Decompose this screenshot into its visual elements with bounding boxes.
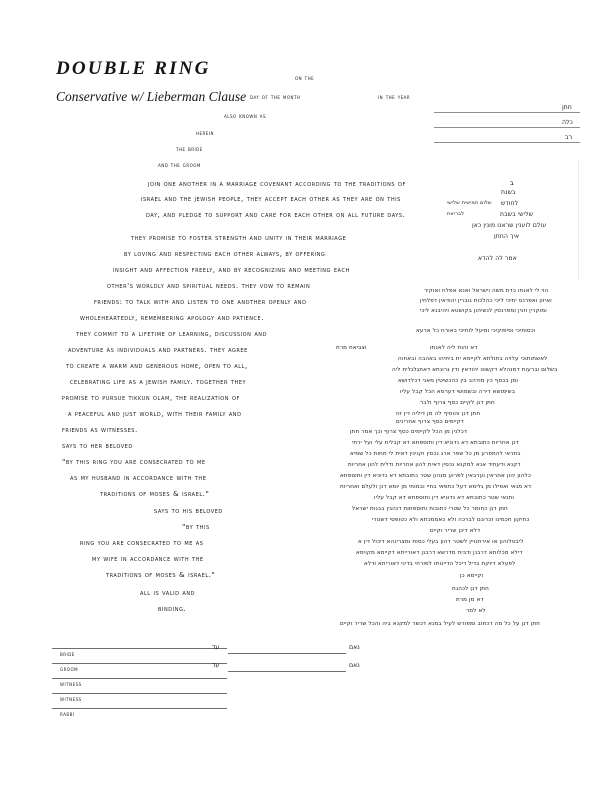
closing-line: binding.: [158, 604, 187, 613]
hebrew-line: דא והות ליה לאנתו: [430, 345, 478, 351]
signature-block: [52, 648, 227, 723]
hebrew-line: ואיזון ואפרנס יתיכי ליכי כהלכות גוברין יהודאין דפלחין: [420, 298, 552, 304]
body-line: friends: to talk with and listen to one another openly and: [94, 297, 307, 306]
signature-row-bride[interactable]: [52, 648, 227, 663]
hebrew-witness-row-2[interactable]: [212, 662, 472, 676]
page-title: DOUBLE RING: [56, 58, 211, 79]
body-line: they commit to a lifetime of learning, discussion and: [76, 329, 267, 338]
hebrew-line: דילא מכלותא דרבנן ודבית מדרשא דרבנן דאורייתא דקיימא מקוימא: [356, 550, 523, 556]
body-line: they promise to foster strength and unity in their marriage: [131, 233, 347, 242]
body-line: to create a warm and generous home, open to all,: [66, 361, 248, 370]
body-line: israel and the jewish people, they accept each other as they are on this: [141, 194, 401, 203]
hebrew-line: לבריאת: [447, 211, 465, 217]
signature-label-witness-1: witness: [60, 680, 82, 688]
signature-rule[interactable]: [52, 648, 227, 649]
body-line: a peaceful and just world, with their family and: [68, 409, 242, 418]
signature-row-rabbi[interactable]: [52, 708, 227, 723]
hebrew-line: בשלום וברעות דמנהלא דקשוט יהודאין ודין גרונתא דאתגלגלית ליה: [392, 367, 558, 373]
hebrew-line: וקיימא כן: [460, 573, 484, 579]
hebrew-line: כתיקון חכמינו זכרונם לברכה ולא כאסמכתא ולא כטופסי דשטרי: [372, 517, 530, 523]
body-line: promise to pursue tikkun olam, the realization of: [62, 393, 240, 402]
signature-rule[interactable]: [52, 708, 227, 709]
hebrew-line: לחודש: [501, 200, 519, 207]
body-line: friends as witnesses.: [62, 425, 138, 434]
fillin-line-groom[interactable]: [434, 112, 580, 113]
signature-row-witness-2[interactable]: [52, 693, 227, 708]
vow-line: as my husband in accordance with the: [70, 473, 207, 482]
signature-label-groom: groom: [60, 665, 79, 673]
body-line: by loving and respecting each other always, by offering: [124, 249, 326, 258]
hebrew-line: איך החתן: [494, 233, 520, 240]
vow-line: says to her beloved: [62, 441, 133, 450]
hebrew-line: וכסותיכי וסיפוקיכי ומיעל לותיכי כאורח כל ארעא: [416, 328, 536, 334]
fillin-label-rabbi: רב: [565, 134, 573, 141]
hebrew-line: דכלנין מן הכל לקיימים כסף צרוף וכך אמר חתן: [350, 429, 468, 435]
hebrew-line: שלום חמישית שלישי: [447, 200, 492, 206]
signature-rule[interactable]: [52, 693, 227, 694]
hebrew-line: כלהון יהון אחראין וערבאין לפרוע מנהון שטר כתובתא דא נדוניא דין ותוספתא: [340, 473, 531, 479]
body-line: adventure as individuals and partners. they agree: [68, 345, 248, 354]
vow-line: says to his beloved: [154, 506, 223, 515]
hebrew-line: חתן דנן על כל מה דכתוב ומפורש לעיל במנא דכשר למקנא ביה והכל שריר וקיים: [340, 621, 541, 627]
hebrew-witness-rule[interactable]: [228, 671, 346, 672]
hebrew-line: לא למר: [466, 608, 486, 614]
closing-line: all is valid and: [140, 588, 196, 597]
fillin-label-groom: חתן: [562, 104, 572, 111]
fillin-line-rabbi[interactable]: [434, 142, 580, 143]
hebrew-line: ב: [510, 179, 514, 187]
hebrew-line: לפעלא דיוקת בדיל דיכל הדיינותו לפורחי בדיני דאוריתא ודלא: [364, 561, 516, 567]
hebrew-line: ותנאי שטר כתובתא דא נדוניא דין ותוספתא דא קבל עליו: [374, 495, 515, 501]
hebrew-line: דא מן מרת: [456, 597, 484, 603]
hebrew-line: לאשתותוכי עלויה בתולתא לקיימא ית ביתיהו באהבה ובאחוה: [398, 356, 548, 362]
hebrew-line: שלישי בשבת: [500, 211, 534, 218]
hebrew-line: עולם לוענין שראנו מונין כאן: [472, 222, 547, 229]
body-line: join one another in a marriage covenant according to the traditions of: [148, 179, 406, 188]
hebrew-line: דקיימים כסף צרוף אחרינים: [396, 419, 464, 425]
vow-line: "by this: [182, 522, 210, 531]
signature-rule[interactable]: [52, 663, 227, 664]
hebrew-line: חתן דנן לקיים כסף צרוף ולבר: [420, 400, 495, 406]
fillin-label-bride: כלה: [562, 119, 573, 126]
hebrew-line: בשנת: [501, 189, 516, 196]
label-the-bride: the bride: [176, 146, 203, 153]
body-line: day, and pledge to support and care for each other on all future days.: [146, 210, 406, 219]
signature-label-bride: bride: [60, 650, 75, 658]
body-line: wholeheartedly, remembering apology and patience.: [80, 313, 265, 322]
label-and-the-groom: and the groom: [158, 162, 201, 169]
body-line: other's worldly and spiritual needs. they vow to remain: [107, 281, 311, 290]
fillin-line-bride[interactable]: [434, 127, 580, 128]
label-on-the: on the: [295, 74, 315, 82]
signature-rule[interactable]: [52, 678, 227, 679]
hebrew-witness-suffix: נאם: [349, 662, 360, 669]
body-line: celebrating life as a jewish family. together they: [70, 377, 247, 386]
vow-line: traditions of moses & israel.": [100, 489, 210, 498]
hebrew-witness-rule[interactable]: [228, 653, 346, 654]
hebrew-line: ומוקרין וזנין ומפרנסין לנשיהון בקושטא ויהיבנא ליכי: [420, 308, 547, 314]
label-day-of-month: day of the month: [250, 93, 301, 101]
page-right-rule: [578, 160, 579, 280]
hebrew-witness-prefix: עד: [212, 644, 220, 651]
signature-label-witness-2: witness: [60, 695, 82, 703]
vow-line: ring you are consecrated to me as: [80, 538, 204, 547]
hebrew-line: חתן דנן כחומר כל שטרי כתובות ותוספתות דנהגין בבנות ישראל: [352, 506, 508, 512]
signature-row-groom[interactable]: [52, 663, 227, 678]
hebrew-witness-suffix: נאם: [349, 644, 360, 651]
hebrew-line: ליבטלוהון או אירתנויין לשטר דהון בעלי כסות ומצרינהא דיכול דין א: [358, 539, 524, 545]
hebrew-line: בתראי להתפרע מן כל שפר ארג נכסין וקנינין דאית לי תחות כל שמיא: [350, 451, 521, 457]
hebrew-line: דא מנאי ואפילו מן גלימא דעל כתפאי בחיי ובמותי מן יומא דנן ולעלם ואחריות: [340, 484, 532, 490]
hebrew-witness-row-1[interactable]: [212, 644, 472, 658]
hebrew-line: וצביאת מרת: [336, 345, 367, 351]
label-in-the-year: in the year: [378, 93, 411, 101]
hebrew-line: חתן דנן לכהנת: [452, 586, 489, 592]
signature-label-rabbi: rabbi: [60, 710, 75, 718]
hebrew-line: בשימושא דירה ובשמושי דערסא הכל קבל עליו: [400, 389, 516, 395]
signature-row-witness-1[interactable]: [52, 678, 227, 693]
body-line: insight and affection freely, and by recognizing and meeting each: [113, 265, 350, 274]
vow-line: "by this ring you are consecrated to me: [62, 457, 206, 466]
hebrew-line: ומן בכסף כין מודהב בין כהכשיטין מאני דכלדושא: [398, 378, 518, 384]
label-also-known-as: also known as: [224, 113, 267, 120]
vow-line: traditions of moses & israel.": [106, 570, 216, 579]
hebrew-line: הוי לי לאנתו כדת משה וישראל ואנא אפלח ואוקיר: [424, 288, 549, 294]
page-subtitle: Conservative w/ Lieberman Clause: [56, 89, 247, 104]
vow-line: my wife in accordance with the: [92, 554, 204, 563]
hebrew-line: דנן אחריות כתובתא דא נדוניא דין ותוספתא דא קבלית עלי ועל ירתי: [352, 440, 519, 446]
hebrew-line: חתן דנן והוסיף לה מן דיליה דין זוז: [396, 411, 481, 417]
hebrew-line: דקנא ודעתיד אנא למקנא נכסין דאית להון אחריות ודלית להון אחריות: [348, 462, 521, 468]
hebrew-witness-prefix: עד: [212, 662, 220, 669]
label-herein: herein: [196, 130, 215, 137]
hebrew-line: דלא דיכן שריר וקיים: [430, 528, 481, 534]
hebrew-line: אמר לה להדא: [478, 255, 517, 262]
